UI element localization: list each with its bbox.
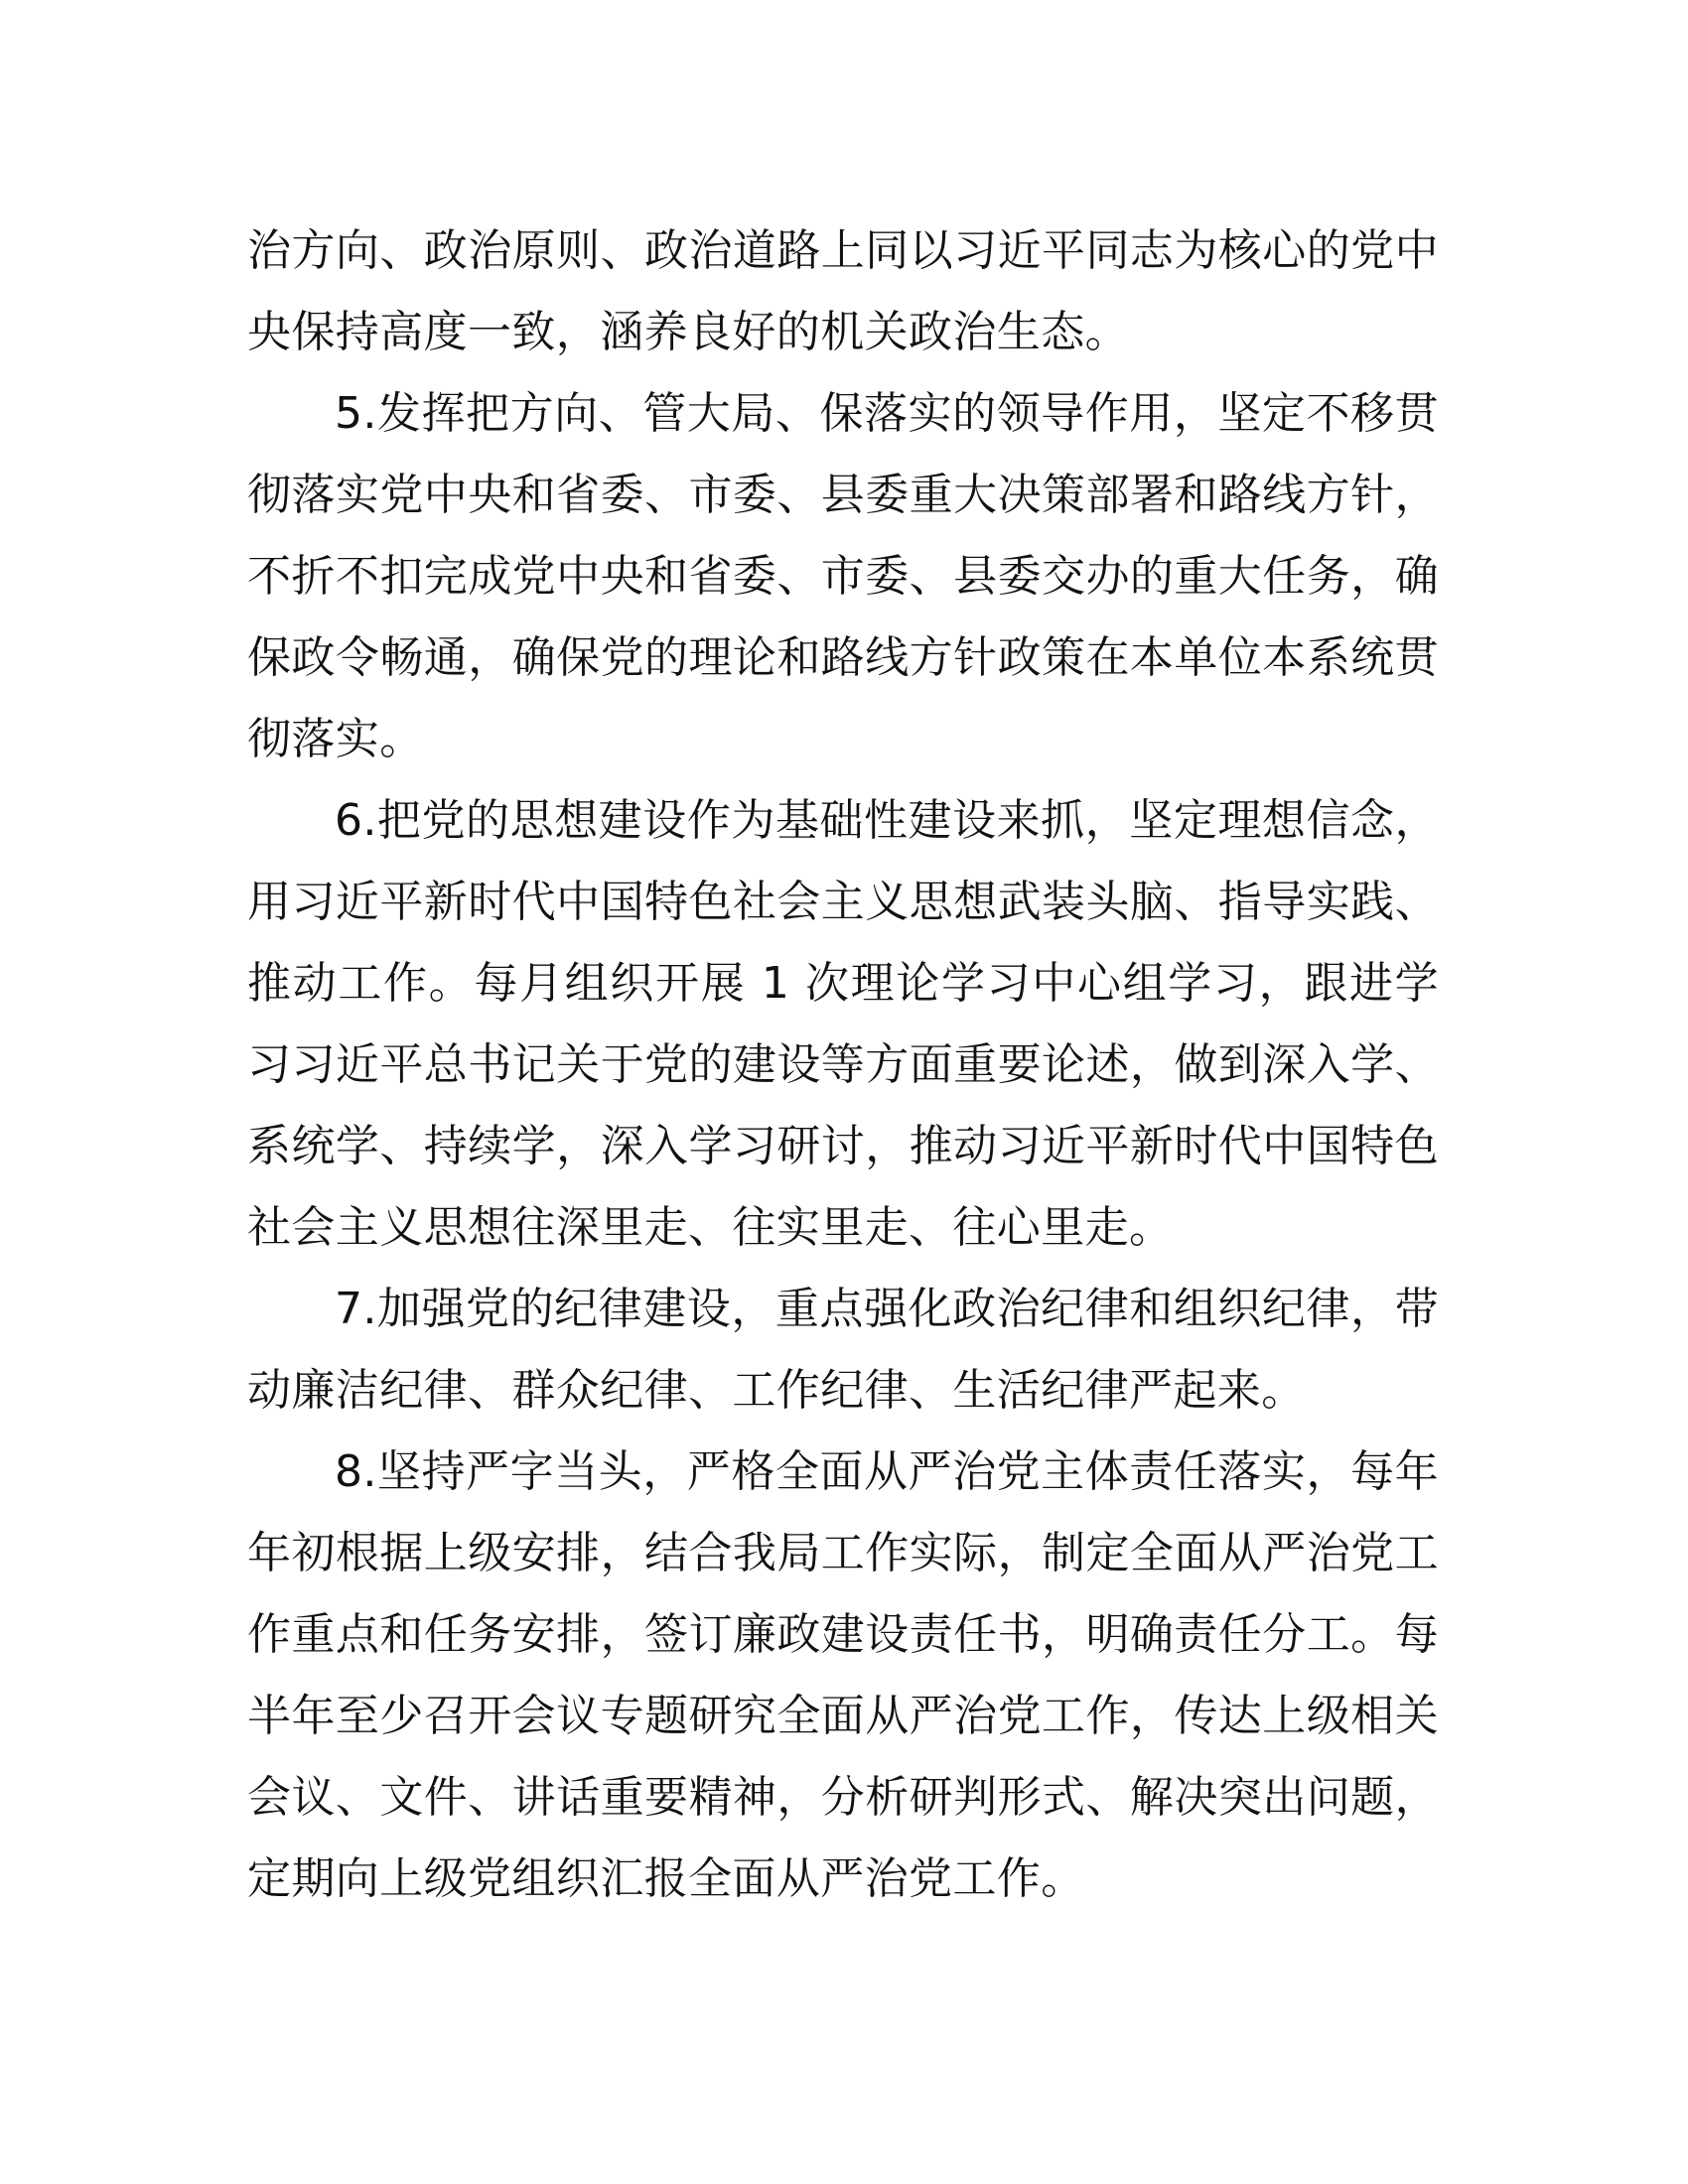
paragraph-continuation: 治方向、政治原则、政治道路上同以习近平同志为核心的党中央保持高度一致，涵养良好的机关政治生态。 xyxy=(247,225,1439,357)
paragraph-item-5: 5.发挥把方向、管大局、保落实的领导作用，坚定不移贯彻落实党中央和省委、市委、县委重大决策部署和路线方针，不折不扣完成党中央和省委、市委、县委交办的重大任务，确保政令畅通，确保党的理论和路线方针政策在本单位本系统贯彻落实。 xyxy=(247,388,1439,764)
document-body xyxy=(247,210,1439,1920)
paragraph-item-6: 6.把党的思想建设作为基础性建设来抓，坚定理想信念，用习近平新时代中国特色社会主义思想武装头脑、指导实践、推动工作。每月组织开展 1 次理论学习中心组学习，跟进学习习近平总书记关于党的建设等方面重要论述，做到深入学、系统学、持续学，深入学习研讨，推动习近平新时代中国特色社会主义思想往深里走、往实里走、往心里走。 xyxy=(247,795,1439,1253)
paragraph-item-8: 8.坚持严字当头，严格全面从严治党主体责任落实，每年年初根据上级安排，结合我局工作实际，制定全面从严治党工作重点和任务安排，签订廉政建设责任书，明确责任分工。每半年至少召开会议专题研究全面从严治党工作，传达上级相关会议、文件、讲话重要精神，分析研判形式、解决突出问题，定期向上级党组织汇报全面从严治党工作。 xyxy=(247,1446,1439,1904)
paragraph-item-7: 7.加强党的纪律建设，重点强化政治纪律和组织纪律，带动廉洁纪律、群众纪律、工作纪律、生活纪律严起来。 xyxy=(247,1284,1439,1416)
